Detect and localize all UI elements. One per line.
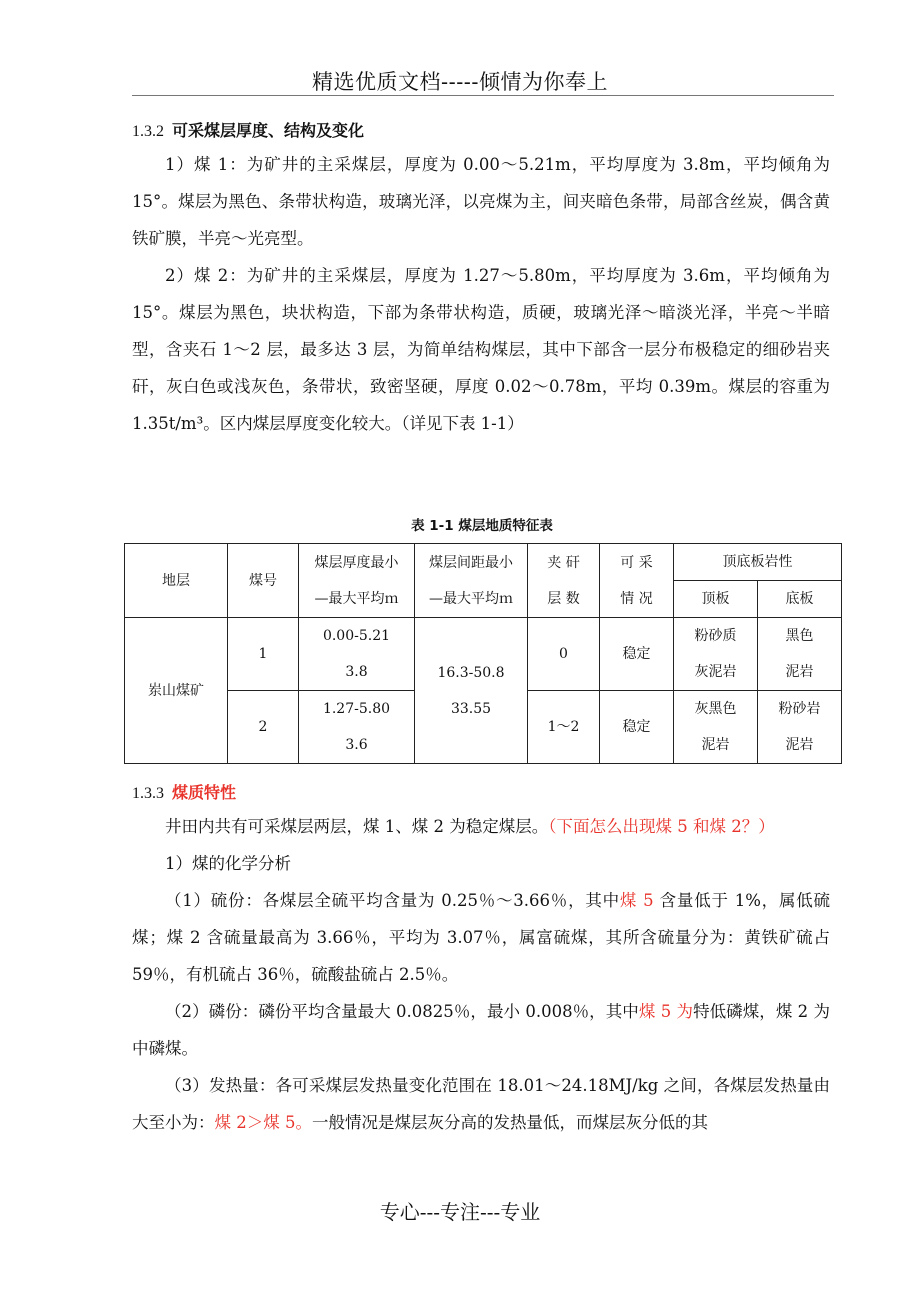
cell-thickness: 1.27-5.80 3.6 xyxy=(299,691,415,764)
page-header: 精选优质文档-----倾情为你奉上 xyxy=(312,70,608,94)
section-1-3-2 xyxy=(132,116,830,442)
cell-floor: 黑色 泥岩 xyxy=(758,618,842,691)
cell-parting: 1～2 xyxy=(528,691,600,764)
paragraph-heat: （3）发热量：各可采煤层发热量变化范围在 18.01～24.18MJ/kg 之间，各煤层发热量由大至小为：煤 2＞煤 5。一般情况是煤层灰分高的发热量低，而煤层灰分低的其 xyxy=(132,1076,830,1132)
header-roof-floor: 顶底板岩性 xyxy=(674,544,842,581)
paragraph-intro: 井田内共有可采煤层两层，煤 1、煤 2 为稳定煤层。（下面怎么出现煤 5 和煤 2？） xyxy=(165,817,775,836)
header-floor: 底板 xyxy=(758,581,842,618)
section-1-3-3 xyxy=(132,778,830,1141)
cell-stratum: 岽山煤矿 xyxy=(125,618,228,764)
cell-seam: 1 xyxy=(228,618,299,691)
section-title: 可采煤层厚度、结构及变化 xyxy=(172,121,365,140)
header-roof: 顶板 xyxy=(674,581,758,618)
paragraph-phosphorus: （2）磷份：磷份平均含量最大 0.0825％，最小 0.008％，其中煤 5 为特低磷煤，煤 2 为中磷煤。 xyxy=(132,1002,830,1058)
cell-mineable: 稳定 xyxy=(600,618,674,691)
header-spacing: 煤层间距最小 —最大平均ｍ xyxy=(415,544,528,618)
page-footer: 专心---专注---专业 xyxy=(379,1200,541,1224)
cell-roof: 灰黑色 泥岩 xyxy=(674,691,758,764)
cell-thickness: 0.00-5.21 3.8 xyxy=(299,618,415,691)
cell-roof: 粉砂质 灰泥岩 xyxy=(674,618,758,691)
paragraph-coal-1: 1）煤 1：为矿井的主采煤层，厚度为 0.00～5.21m，平均厚度为 3.8m，平均倾角为 15°。煤层为黑色、条带状构造，玻璃光泽，以亮煤为主，间夹暗色条带，局部含丝炭，偶含黄铁矿膜，半亮～光亮型。 xyxy=(132,155,830,248)
cell-seam: 2 xyxy=(228,691,299,764)
paragraph-sulfur: （1）硫份：各煤层全硫平均含量为 0.25％～3.66％，其中煤 5 含量低于 1%，属低硫煤；煤 2 含硫量最高为 3.66％，平均为 3.07％，属富硫煤，其所含硫量分为：黄铁矿硫占 59％，有机硫占 36％，硫酸盐硫占 2.5％。 xyxy=(132,891,830,984)
table-caption: 表 1-1 煤层地质特征表 xyxy=(411,518,553,534)
table-row xyxy=(125,618,842,691)
cell-spacing: 16.3-50.8 33.55 xyxy=(415,618,528,764)
section-title: 煤质特性 xyxy=(172,783,237,802)
paragraph-chem-title: 1）煤的化学分析 xyxy=(165,854,291,873)
section-heading-1-3-3 xyxy=(132,778,830,808)
section-heading-1-3-2 xyxy=(132,116,830,146)
header-parting: 夹 矸 层 数 xyxy=(528,544,600,618)
header-seam-no: 煤号 xyxy=(228,544,299,618)
coal-seam-table xyxy=(124,543,842,764)
header-thickness: 煤层厚度最小 —最大平均ｍ xyxy=(299,544,415,618)
header-stratum: 地层 xyxy=(125,544,228,618)
table-header-row xyxy=(125,544,842,581)
paragraph-coal-2: 2）煤 2：为矿井的主采煤层，厚度为 1.27～5.80m，平均厚度为 3.6m，平均倾角为 15°。煤层为黑色，块状构造，下部为条带状构造，质硬，玻璃光泽～暗淡光泽，半亮～半暗型，含夹石 1～2 层，最多达 3 层，为简单结构煤层，其中下部含一层分布极稳定的细砂岩夹矸，灰白色或浅灰色，条带状，致密坚硬，厚度 0.02～0.78m，平均 0.39m。煤层的容重为 1.35t/m³。区内煤层厚度变化较大。（详见下表 1-1） xyxy=(132,266,830,433)
header-mineable: 可 采 情 况 xyxy=(600,544,674,618)
header-rule xyxy=(132,95,834,96)
section-number: 1.3.3 xyxy=(132,785,164,802)
annotation-note: （下面怎么出现煤 5 和煤 2？） xyxy=(548,817,775,836)
section-number: 1.3.2 xyxy=(132,123,164,140)
cell-mineable: 稳定 xyxy=(600,691,674,764)
cell-floor: 粉砂岩 泥岩 xyxy=(758,691,842,764)
cell-parting: 0 xyxy=(528,618,600,691)
